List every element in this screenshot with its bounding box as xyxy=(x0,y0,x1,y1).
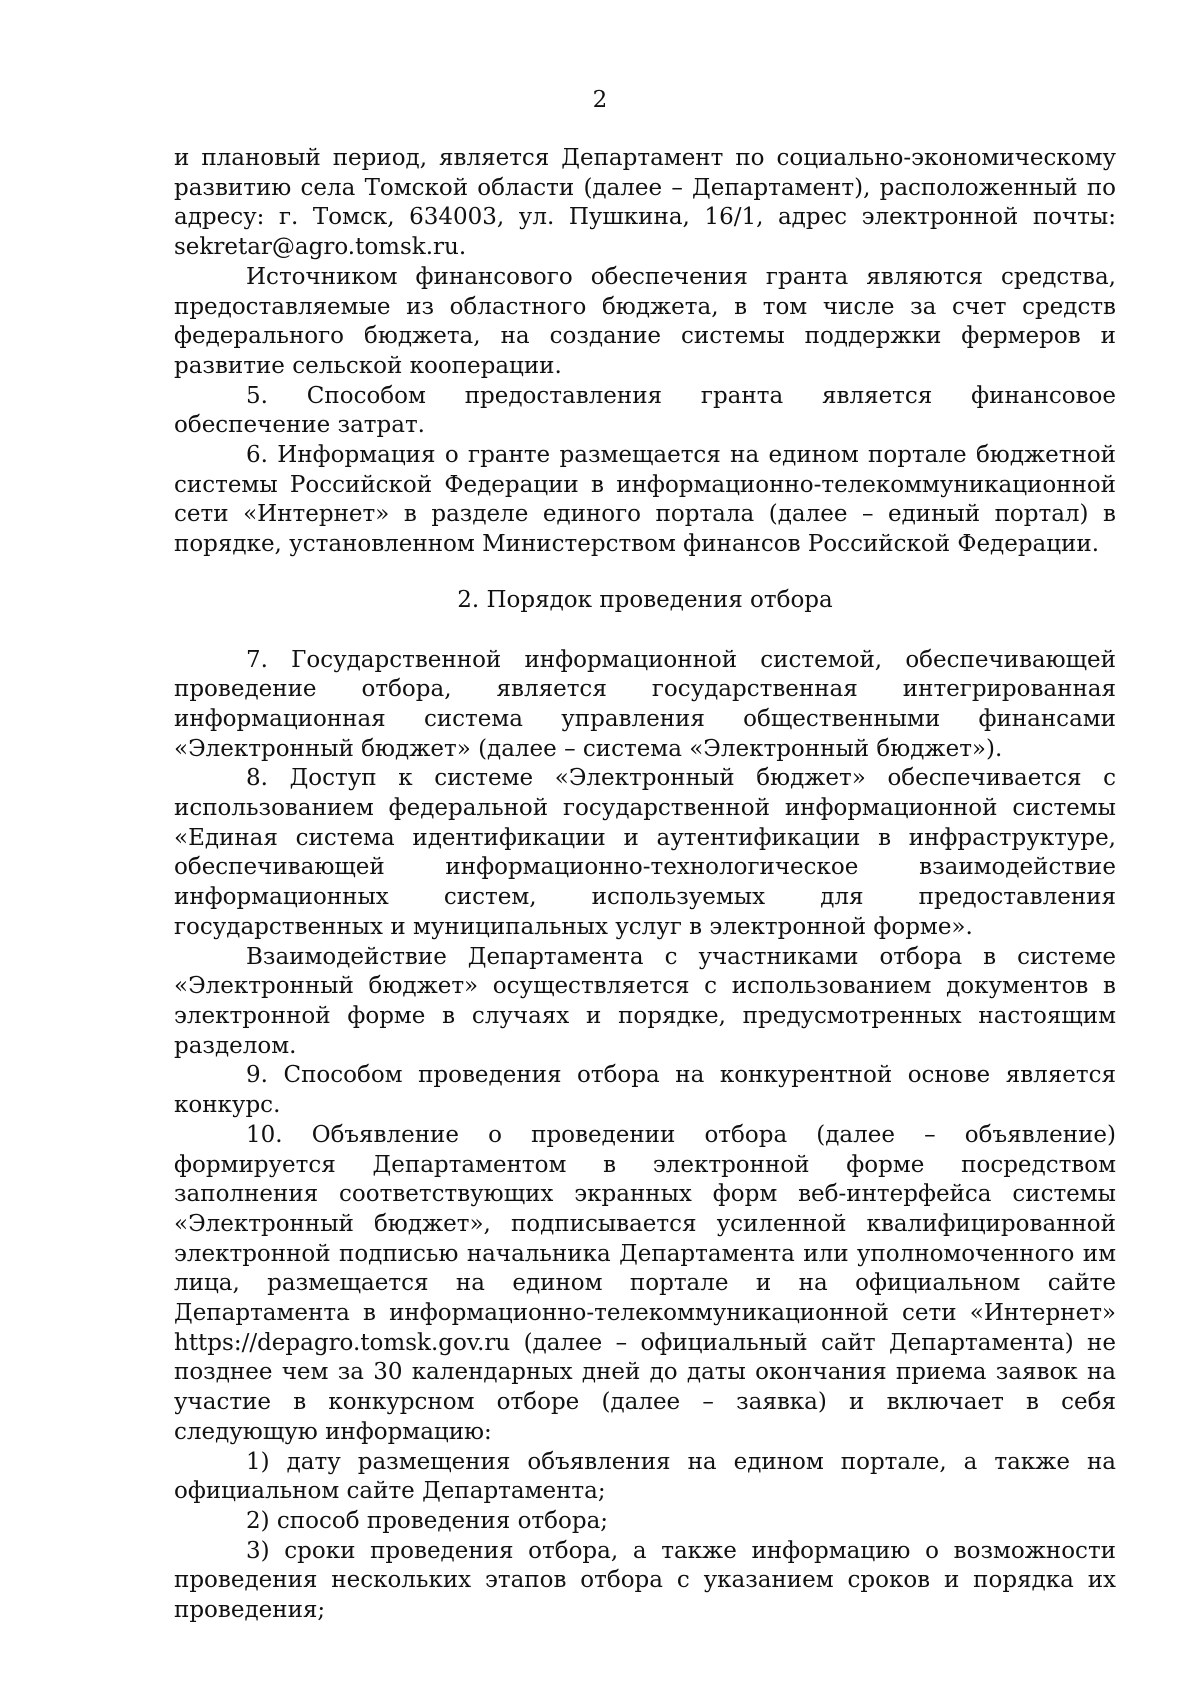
paragraph-item-5: 5. Способом предоставления гранта является финансовое обеспечение затрат. xyxy=(174,382,1116,439)
paragraph-item-7: 7. Государственной информационной системой, обеспечивающей проведение отбора, является государственная интегрированная информационная система управления общественными финансами «Электронный бюджет» (далее – система «Электронный бюджет»). xyxy=(174,646,1116,762)
page-number: 2 xyxy=(592,87,608,113)
document-body xyxy=(174,144,1116,1626)
paragraph-item-6: 6. Информация о гранте размещается на едином портале бюджетной системы Российской Федерации в информационно-телекоммуникационной сети «Интернет» в разделе единого портала (далее – единый портал) в порядке, установленном Министерством финансов Российской Федерации. xyxy=(174,442,1116,558)
list-item-2: 2) способ проведения отбора; xyxy=(246,1507,609,1534)
paragraph-item-10: 10. Объявление о проведении отбора (далее – объявление) формируется Департаментом в электронной форме посредством заполнения соответствующих экранных форм веб-интерфейса системы «Электронный бюджет», подписывается усиленной квалифицированной электронной подписью начальника Департамента или уполномоченного им лица, размещается на едином портале и на официальном сайте Департамента в информационно-телекоммуникационной сети «Интернет» https://depagro.tomsk.gov.ru (далее – официальный сайт Департамента) не позднее чем за 30 календарных дней до даты окончания приема заявок на участие в конкурсном отборе (далее – заявка) и включает в себя следующую информацию: xyxy=(174,1121,1116,1445)
paragraph-continuation: и плановый период, является Департамент по социально-экономическому развитию села Томской области (далее – Департамент), расположенный по адресу: г. Томск, 634003, ул. Пушкина, 16/1, адрес электронной почты: sekretar@agro.tomsk.ru. xyxy=(174,145,1116,261)
paragraph-interaction: Взаимодействие Департамента с участниками отбора в системе «Электронный бюджет» осуществляется с использованием документов в электронной форме в случаях и порядке, предусмотренных настоящим разделом. xyxy=(174,943,1116,1059)
list-item-1: 1) дату размещения объявления на едином портале, а также на официальном сайте Департамента; xyxy=(174,1448,1116,1505)
paragraph-item-9: 9. Способом проведения отбора на конкурентной основе является конкурс. xyxy=(174,1062,1116,1119)
section-heading: 2. Порядок проведения отбора xyxy=(457,586,833,613)
list-item-3: 3) сроки проведения отбора, а также информацию о возможности проведения нескольких этапов отбора с указанием сроков и порядка их проведения; xyxy=(174,1537,1116,1624)
paragraph-item-8: 8. Доступ к системе «Электронный бюджет» обеспечивается с использованием федеральной государственной информационной системы «Единая система идентификации и аутентификации в инфраструктуре, обеспечивающей информационно-технологическое взаимодействие информационных систем, используемых для предоставления государственных и муниципальных услуг в электронной форме». xyxy=(174,765,1116,940)
paragraph-funding-source: Источником финансового обеспечения гранта являются средства, предоставляемые из областного бюджета, в том числе за счет средств федерального бюджета, на создание системы поддержки фермеров и развитие сельской кооперации. xyxy=(174,263,1116,379)
